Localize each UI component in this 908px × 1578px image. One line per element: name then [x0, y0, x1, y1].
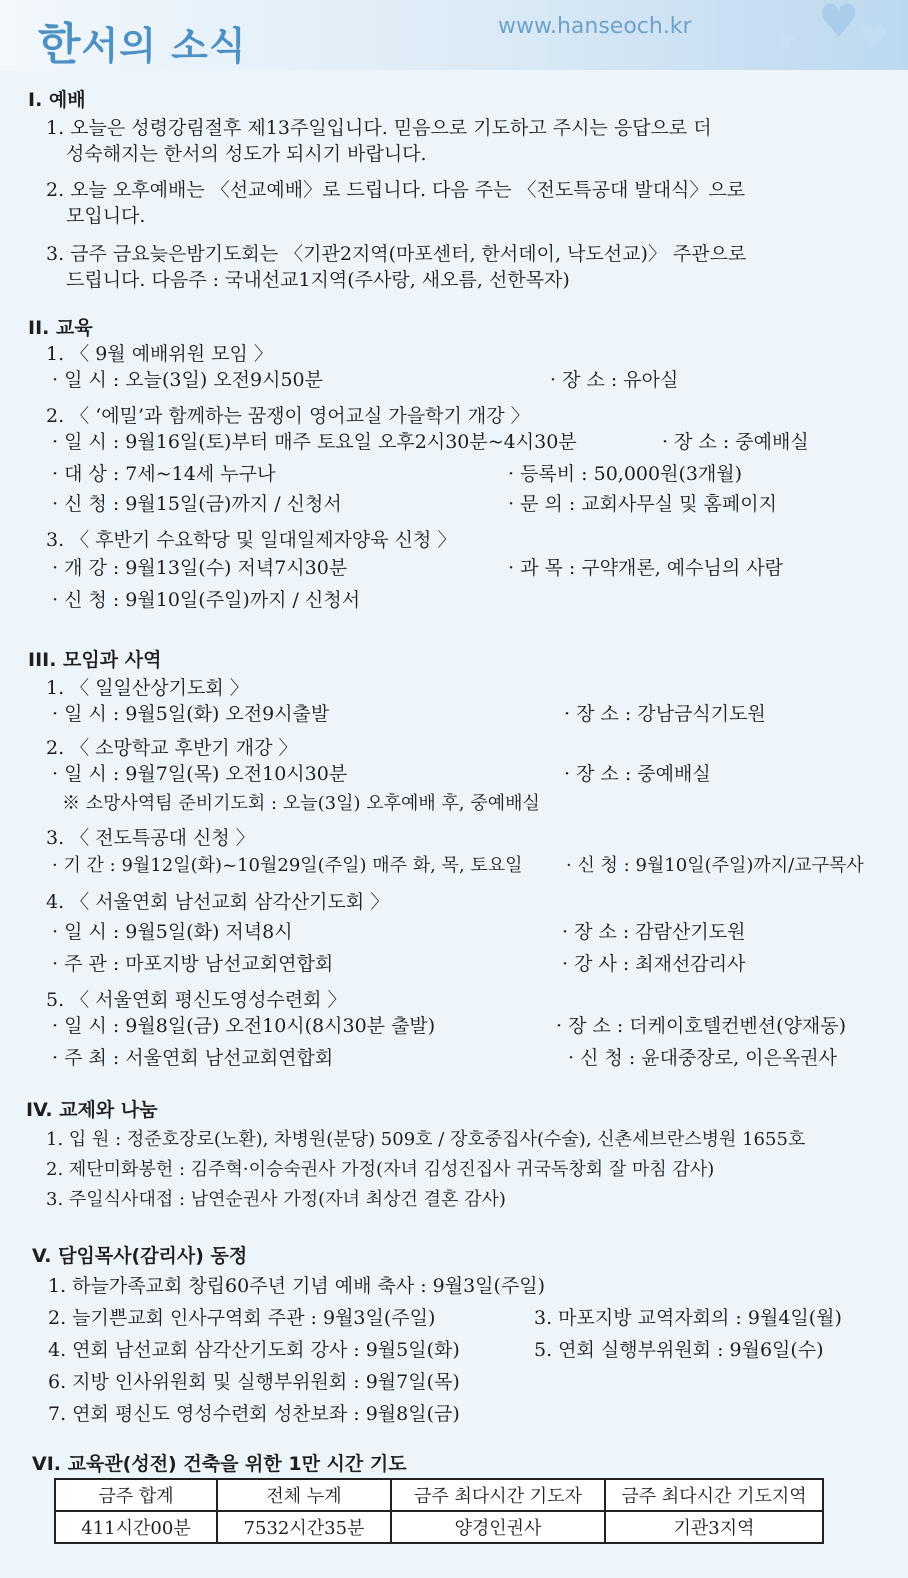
worship-item-1: 1. 오늘은 성령강림절후 제13주일입니다. 믿음으로 기도하고 주시는 응답으로 더: [46, 117, 712, 139]
worship-item-3-cont: 드립니다. 다음주 : 국내선교1지역(주사랑, 새오름, 선한목자): [66, 269, 570, 291]
fellowship-item-1: 1. 입 원 : 정준호장로(노환), 차병원(분당) 509호 / 장호중집사(수술), 신촌세브란스병원 1655호: [46, 1129, 806, 1150]
education-3-apply: · 신 청 : 9월10일(주일)까지 / 신청서: [52, 589, 361, 611]
heart-icon: ♥: [818, 0, 860, 48]
newsletter-logo: 한서의 소식: [38, 19, 247, 70]
website-url[interactable]: www.hanseoch.kr: [498, 14, 692, 39]
worship-item-3: 3. 금주 금요늦은밤기도회는 〈기관2지역(마포센터, 한서데이, 낙도선교)〉 주관으로: [46, 243, 747, 265]
worship-item-2: 2. 오늘 오후예배는 〈선교예배〉로 드립니다. 다음 주는 〈전도특공대 발대식〉으로: [46, 179, 746, 201]
section-title-ministry: III. 모임과 사역: [28, 649, 162, 671]
section-title-pastor: V. 담임목사(감리사) 동정: [32, 1245, 248, 1267]
fellowship-item-2: 2. 제단미화봉헌 : 김주혁·이승숙권사 가정(자녀 김성진집사 귀국독창회 잘 마침 감사): [46, 1159, 715, 1180]
pastor-item-7: 7. 연회 평신도 영성수련회 성찬보좌 : 9월8일(금): [48, 1403, 460, 1425]
section-title-worship: I. 예배: [28, 89, 86, 111]
education-3-open: · 개 강 : 9월13일(수) 저녁7시30분: [52, 557, 348, 579]
table-cell: 기관3지역: [605, 1511, 823, 1543]
ministry-item-2: 2. 〈 소망학교 후반기 개강 〉: [46, 737, 298, 759]
section-title-education: II. 교육: [28, 317, 93, 339]
pastor-item-2: 2. 늘기쁜교회 인사구역회 주관 : 9월3일(주일): [48, 1307, 436, 1329]
ministry-2-note: ※ 소망사역팀 준비기도회 : 오늘(3일) 오후예배 후, 중예배실: [62, 793, 540, 814]
fellowship-item-3: 3. 주일식사대접 : 남연순권사 가정(자녀 최상건 결혼 감사): [46, 1189, 506, 1210]
education-3-subject: · 과 목 : 구약개론, 예수님의 사람: [508, 557, 783, 579]
ministry-4-speaker: · 강 사 : 최재선감리사: [562, 953, 746, 975]
ministry-1-time: · 일 시 : 9월5일(화) 오전9시출발: [52, 703, 330, 725]
education-2-place: · 장 소 : 중예배실: [662, 431, 809, 453]
ministry-5-apply: · 신 청 : 윤대중장로, 이은옥권사: [568, 1047, 837, 1069]
education-item-2: 2. 〈 ‘에밀’과 함께하는 꿈쟁이 영어교실 가을학기 개강 〉: [46, 405, 530, 427]
education-2-apply: · 신 청 : 9월15일(금)까지 / 신청서: [52, 493, 342, 515]
prayer-stats-table: [54, 1478, 824, 1544]
education-2-fee: · 등록비 : 50,000원(3개월): [508, 463, 743, 485]
education-2-time: · 일 시 : 9월16일(토)부터 매주 토요일 오후2시30분~4시30분: [52, 431, 577, 453]
ministry-4-host: · 주 관 : 마포지방 남선교회연합회: [52, 953, 334, 975]
pastor-item-3: 3. 마포지방 교역자회의 : 9월4일(월): [534, 1307, 842, 1329]
ministry-item-3: 3. 〈 전도특공대 신청 〉: [46, 827, 255, 849]
education-item-3: 3. 〈 후반기 수요학당 및 일대일제자양육 신청 〉: [46, 529, 457, 551]
heart-icon: ♥: [858, 18, 889, 58]
ministry-3-apply: · 신 청 : 9월10일(주일)까지/교구목사: [566, 855, 864, 876]
pastor-item-1: 1. 하늘가족교회 창립60주년 기념 예배 축사 : 9월3일(주일): [48, 1275, 546, 1297]
ministry-5-time: · 일 시 : 9월8일(금) 오전10시(8시30분 출발): [52, 1015, 436, 1037]
ministry-2-time: · 일 시 : 9월7일(목) 오전10시30분: [52, 763, 348, 785]
table-header-row: [55, 1479, 823, 1511]
pastor-item-6: 6. 지방 인사위원회 및 실행부위원회 : 9월7일(목): [48, 1371, 460, 1393]
column-header: 전체 누계: [217, 1479, 391, 1511]
education-1-time: · 일 시 : 오늘(3일) 오전9시50분: [52, 369, 324, 391]
ministry-3-period: · 기 간 : 9월12일(화)~10월29일(주일) 매주 화, 목, 토요일: [52, 855, 523, 876]
ministry-5-place: · 장 소 : 더케이호텔컨벤션(양재동): [556, 1015, 847, 1037]
table-cell: 411시간00분: [55, 1511, 217, 1543]
section-title-fellowship: IV. 교제와 나눔: [26, 1099, 158, 1121]
ministry-item-1: 1. 〈 일일산상기도회 〉: [46, 677, 249, 699]
ministry-item-5: 5. 〈 서울연회 평신도영성수련회 〉: [46, 989, 347, 1011]
ministry-item-4: 4. 〈 서울연회 남선교회 삼각산기도회 〉: [46, 891, 390, 913]
table-cell: 양경인권사: [391, 1511, 605, 1543]
ministry-1-place: · 장 소 : 강남금식기도원: [564, 703, 766, 725]
column-header: 금주 최다시간 기도지역: [605, 1479, 823, 1511]
worship-item-2-cont: 모입니다.: [66, 205, 146, 227]
heart-icon: ♥: [778, 30, 796, 54]
education-2-inquiry: · 문 의 : 교회사무실 및 홈페이지: [508, 493, 777, 515]
education-2-target: · 대 상 : 7세~14세 누구나: [52, 463, 276, 485]
section-title-prayer: VI. 교육관(성전) 건축을 위한 1만 시간 기도: [32, 1453, 407, 1475]
ministry-4-time: · 일 시 : 9월5일(화) 저녁8시: [52, 921, 293, 943]
column-header: 금주 합계: [55, 1479, 217, 1511]
table-row: [55, 1511, 823, 1543]
table-cell: 7532시간35분: [217, 1511, 391, 1543]
ministry-5-host: · 주 최 : 서울연회 남선교회연합회: [52, 1047, 334, 1069]
ministry-4-place: · 장 소 : 감람산기도원: [562, 921, 746, 943]
education-1-place: · 장 소 : 유아실: [550, 369, 679, 391]
ministry-2-place: · 장 소 : 중예배실: [564, 763, 711, 785]
pastor-item-5: 5. 연회 실행부위원회 : 9월6일(수): [534, 1339, 824, 1361]
pastor-item-4: 4. 연회 남선교회 삼각산기도회 강사 : 9월5일(화): [48, 1339, 460, 1361]
education-item-1: 1. 〈 9월 예배위원 모임 〉: [46, 343, 273, 365]
column-header: 금주 최다시간 기도자: [391, 1479, 605, 1511]
worship-item-1-cont: 성숙해지는 한서의 성도가 되시기 바랍니다.: [66, 143, 427, 165]
